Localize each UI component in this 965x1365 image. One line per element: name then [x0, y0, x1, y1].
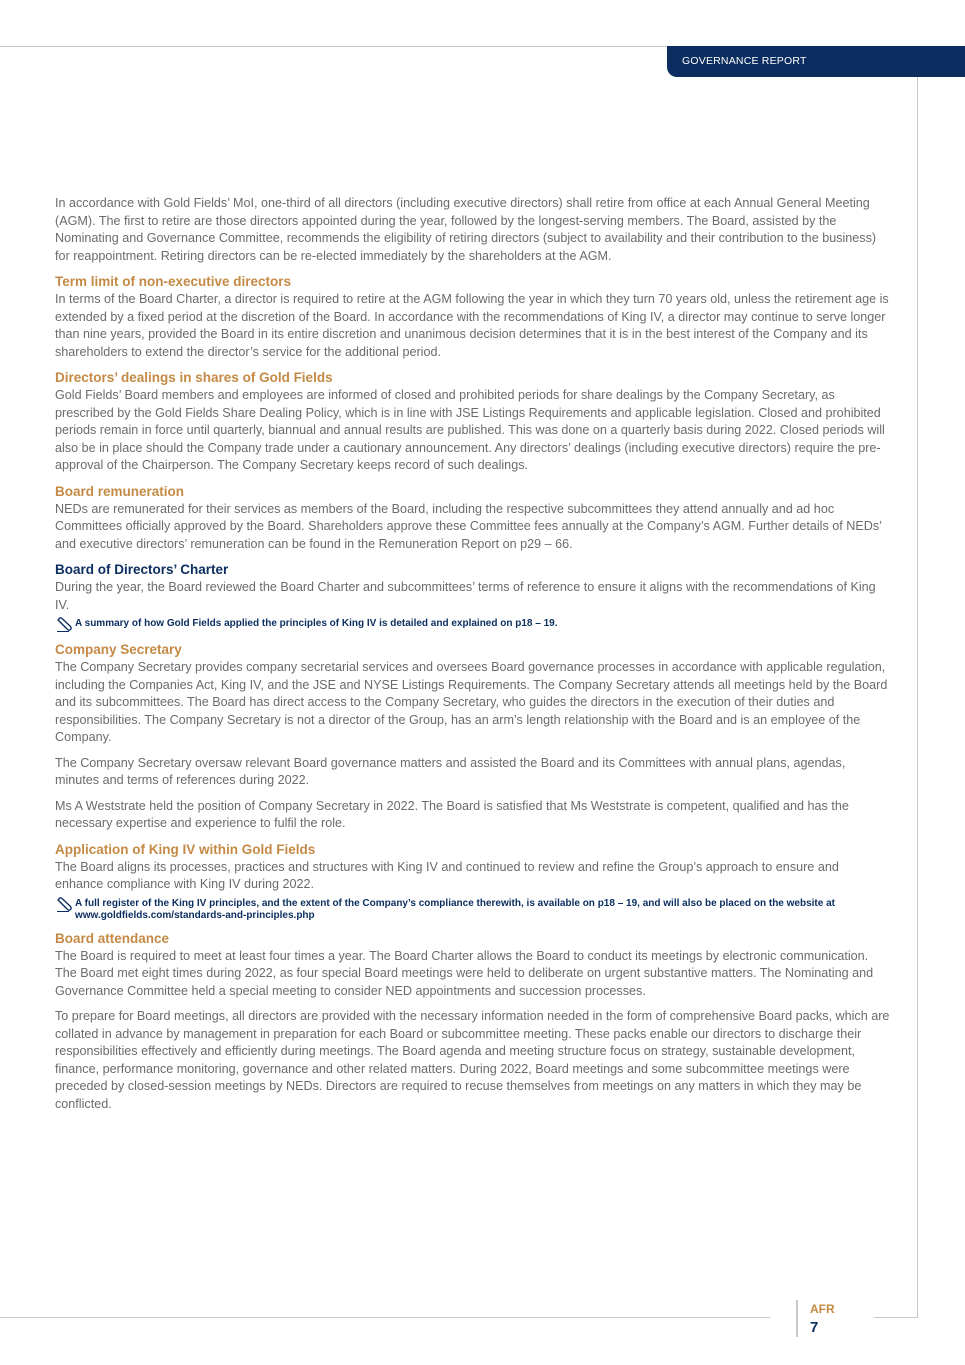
bottom-rule-right [874, 1317, 918, 1318]
page-number: 7 [810, 1319, 819, 1336]
secretary-paragraph: Ms A Weststrate held the position of Company Secretary in 2022. The Board is satisfied that Ms Weststrate is competent, qualified and has the necessary expertise and experience to fulfil the role. [55, 798, 849, 830]
king-iv-paragraph: The Board aligns its processes, practices and structures with King IV and continued to review and refine the Group’s approach to ensure and enhance compliance with King IV during 2022. [55, 859, 839, 891]
king-iv-note [55, 898, 890, 922]
intro-paragraph: In accordance with Gold Fields’ MoI, one-third of all directors (including executive directors) shall retire from office at each Annual General Meeting (AGM). The first to retire are those directors appointed during the year, followed by the longest-serving members. The Board, assisted by the Nominating and Governance Committee, recommends the eligibility of retiring directors (subject to availability and their contribution to the business) for reappointment. Retiring directors can be re-elected immediately by the shareholders at the AGM. [55, 196, 877, 263]
attendance-paragraph: The Board is required to meet at least four times a year. The Board Charter allows the Board to conduct its meetings by electronic communication. The Board met eight times during 2022, as four special Board meetings were held to deliberate on urgent substantive matters. The Nominating and Governance Committee held a special meeting to consider NED appointments and succession processes. [55, 948, 874, 998]
dealings-paragraph: Gold Fields’ Board members and employees are informed of closed and prohibited periods for share dealings by the Company Secretary, as prescribed by the Gold Fields Share Dealing Policy, which is in line with JSE Listings Requirements and applicable legislation. Closed and prohibited periods remain in force until quarterly, biannual and annual results are published. This was done on a quarterly basis during 2022. Closed periods will also be in place should the Company trade under a cautionary announcement. Any directors’ dealings (including executive directors) require the pre-approval of the Chairperson. The Company Secretary keeps record of such dealings. [55, 388, 885, 472]
remuneration-paragraph: NEDs are remunerated for their services as members of the Board, including the respective subcommittees they attend annually and ad hoc Committees officially approved by the Board. Shareholders approve these Committee fees annually at the Company’s AGM. Further details of NEDs’ and executive directors’ remuneration can be found in the Remuneration Report on p29 – 66. [55, 501, 882, 551]
bottom-rule [0, 1317, 770, 1318]
paperclip-icon [55, 617, 73, 633]
section-tab: GOVERNANCE REPORT [667, 46, 965, 77]
remuneration-heading: Board remuneration [55, 483, 185, 499]
right-rule [917, 46, 918, 1318]
term-limit-paragraph: In terms of the Board Charter, a director is required to retire at the AGM following the year in which they turn 70 years old, unless the retirement age is extended by a fixed period at the discretion of the Board. In accordance with the recommendations of King IV, a director may continue to serve longer than nine years, provided the Board in its entire discretion and unanimous decision determines that it is in the best interest of the Company and its shareholders to extend the director’s service for the additional period. [55, 292, 889, 359]
king-iv-heading: Application of King IV within Gold Fields [55, 841, 316, 857]
paperclip-icon [55, 897, 73, 913]
charter-heading: Board of Directors’ Charter [55, 562, 229, 577]
charter-note-text: A summary of how Gold Fields applied the principles of King IV is detailed and explained on p18 – 19. [75, 618, 558, 629]
dealings-heading: Directors’ dealings in shares of Gold Fields [55, 370, 333, 385]
secretary-paragraph: The Company Secretary oversaw relevant Board governance matters and assisted the Board and its Committees with annual plans, agendas, minutes and terms of references during 2022. [55, 755, 846, 787]
main-content [55, 195, 890, 1121]
attendance-paragraph: To prepare for Board meetings, all directors are provided with the necessary information needed in the form of comprehensive Board packs, which are collated in advance by management in preparation for each Board or subcommittee meeting. These packs enable our directors to discharge their responsibilities effectively and efficiently during meetings. The Board agenda and meeting structure focus on strategy, sustainable development, finance, performance monitoring, governance and other related matters. During 2022, Board meetings and some subcommittee meetings were preceded by closed-session meetings by NEDs. Directors are required to recuse themselves from meetings on any matters in which they may be conflicted. [55, 1009, 890, 1111]
footer-report-label: AFR [810, 1302, 835, 1316]
charter-paragraph: During the year, the Board reviewed the Board Charter and subcommittees’ terms of reference to ensure it aligns with the recommendations of King IV. [55, 580, 876, 612]
secretary-heading: Company Secretary [55, 642, 182, 657]
term-limit-heading: Term limit of non-executive directors [55, 274, 292, 289]
attendance-heading: Board attendance [55, 930, 170, 946]
king-iv-note-text: A full register of the King IV principles, and the extent of the Company’s compliance therewith, is available on p18 – 19, and will also be placed on the website at www.goldfields.com/standards-and-principles.php [75, 897, 835, 921]
charter-note [55, 618, 890, 633]
secretary-paragraph: The Company Secretary provides company secretarial services and oversees Board governance processes in accordance with applicable regulation, including the Companies Act, King IV, and the JSE and NYSE Listings Requirements. The Company Secretary attends all meetings held by the Board and its subcommittees. The Board has direct access to the Company Secretary, who guides the directors in the execution of their duties and responsibilities. The Company Secretary is not a director of the Group, has an arm’s length relationship with the Board and is an employee of the Company. [55, 660, 888, 744]
footer-divider [796, 1300, 798, 1337]
